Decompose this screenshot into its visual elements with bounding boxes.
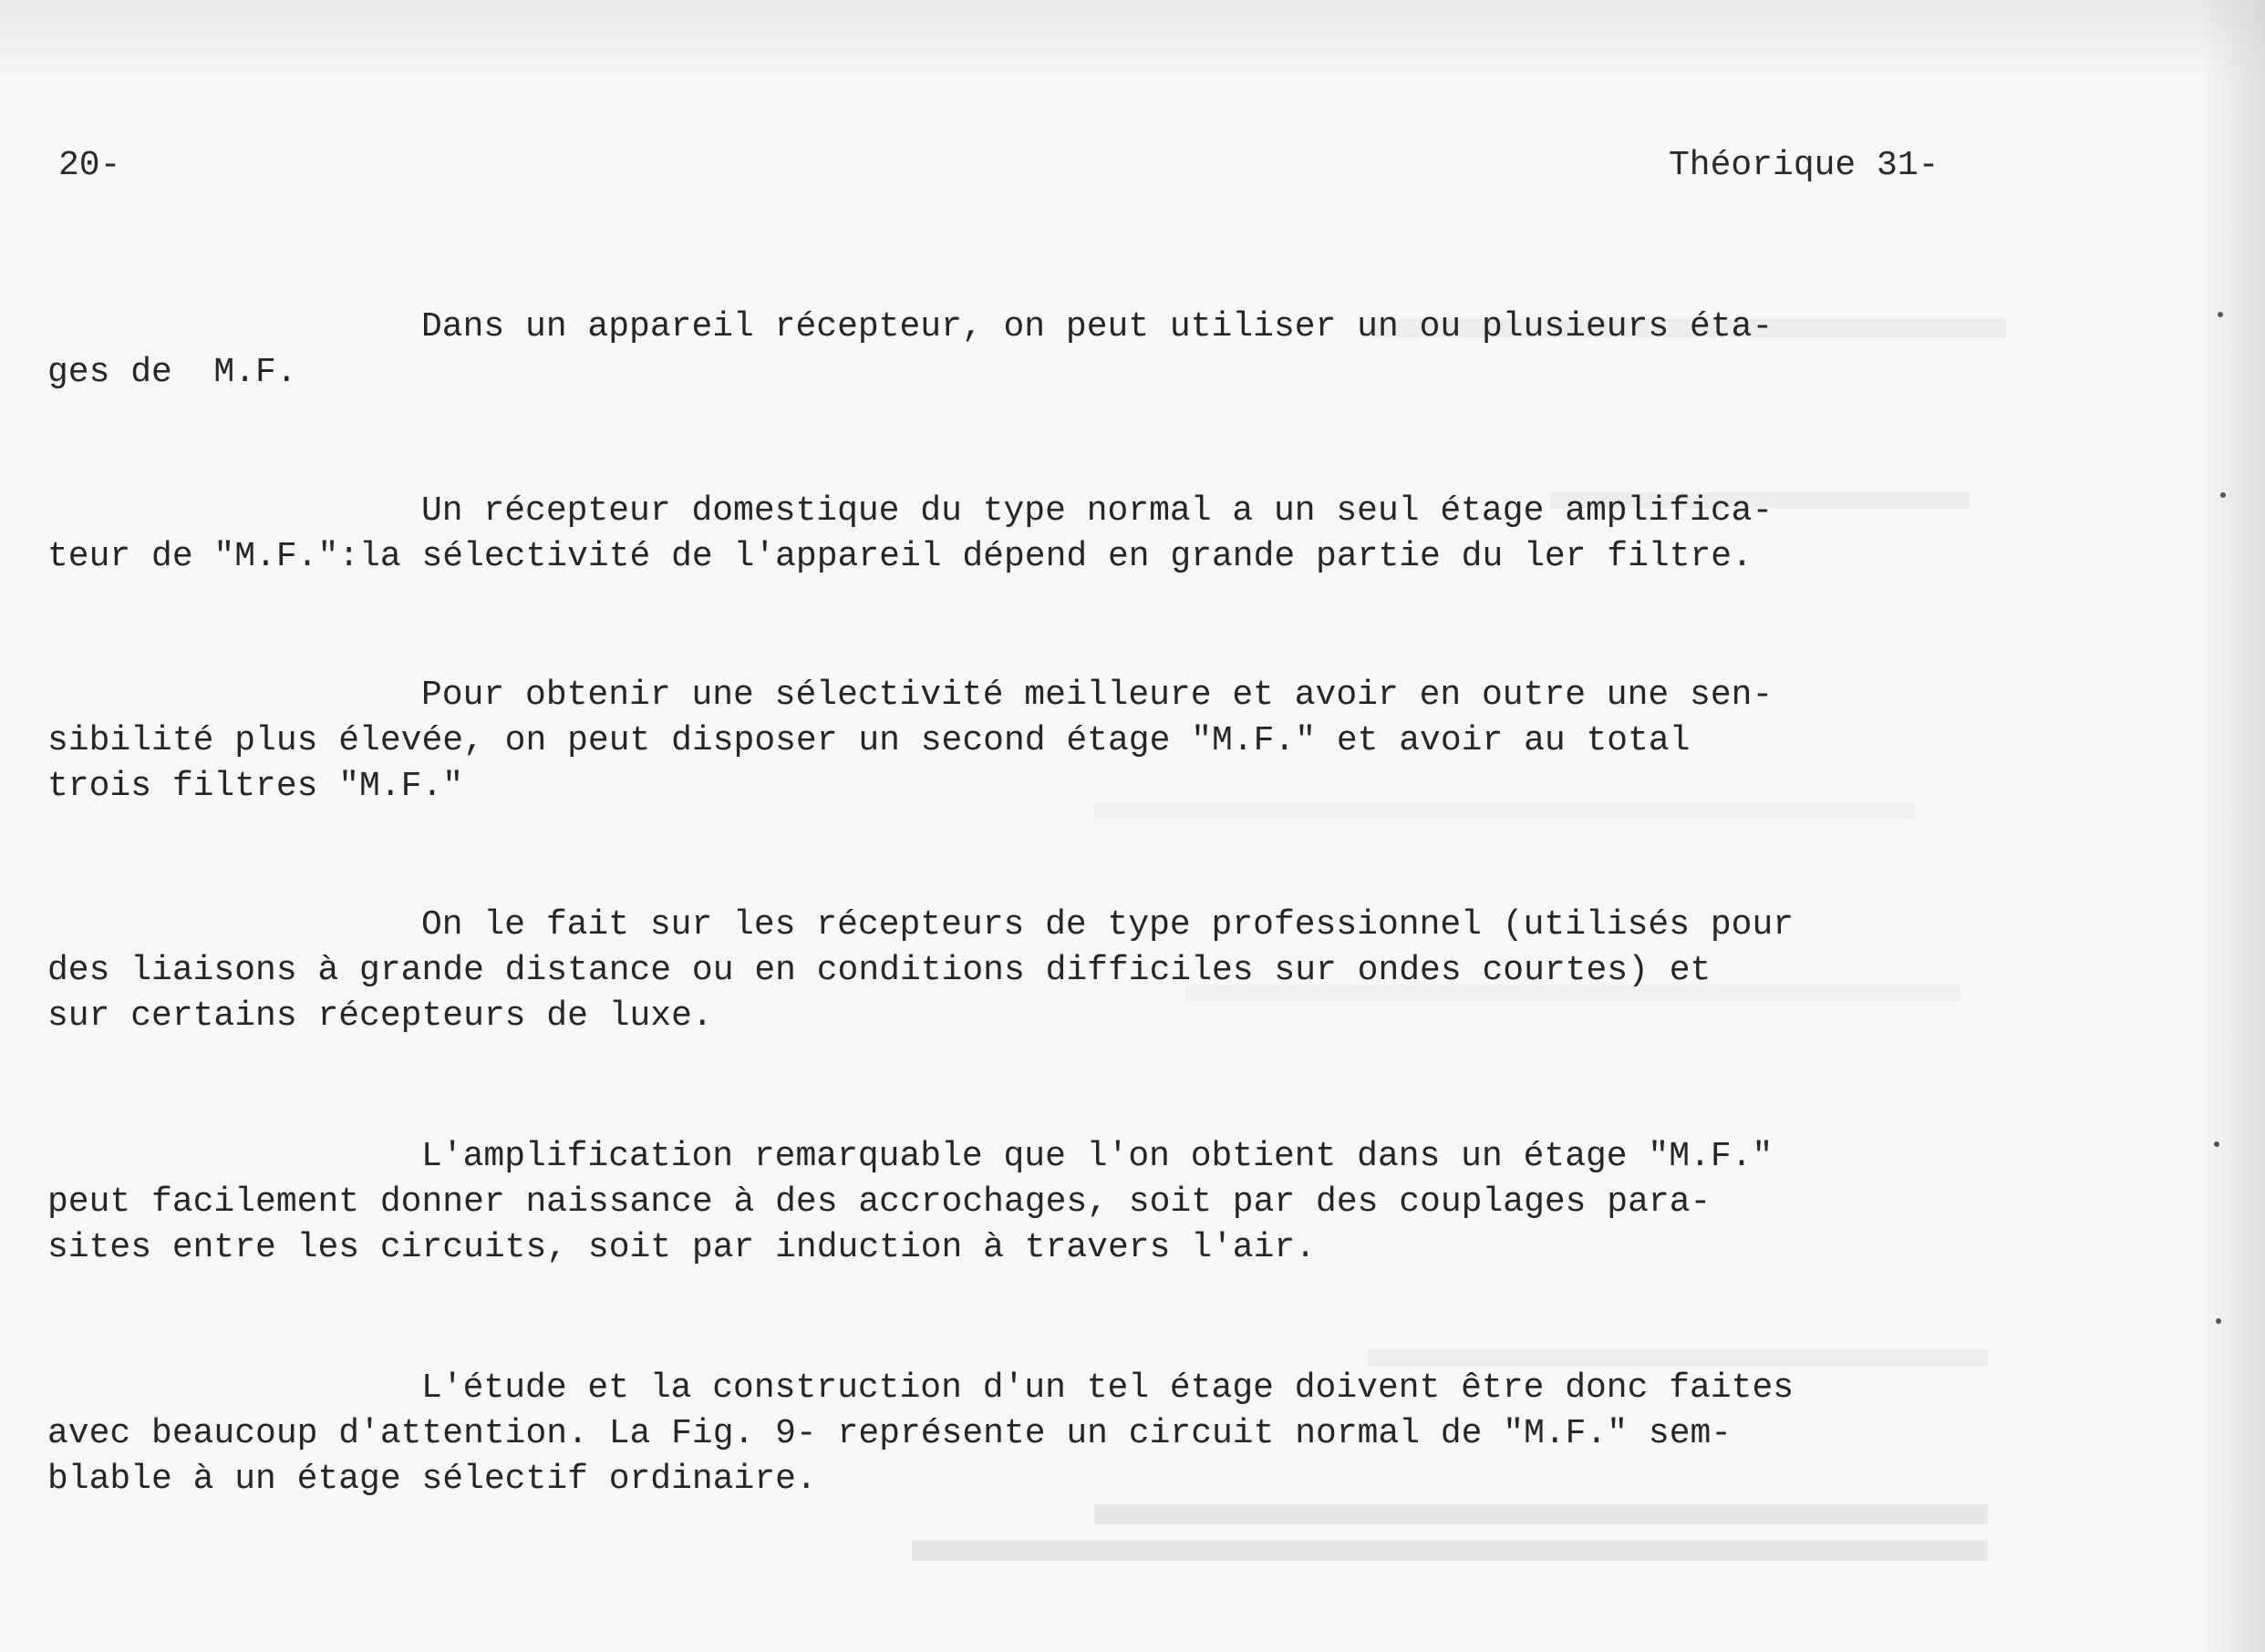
- paragraph: [47, 1134, 1981, 1271]
- scan-top-shadow: [0, 0, 2265, 82]
- page-number-left: 20-: [58, 146, 121, 185]
- text-line: blable à un étage sélectif ordinaire.: [47, 1460, 817, 1499]
- text-line: ges de M.F.: [47, 353, 297, 392]
- text-line: des liaisons à grande distance ou en conditions difficiles sur ondes courtes) et: [47, 951, 1712, 990]
- text-line: peut facilement donner naissance à des accrochages, soit par des couplages para-: [47, 1182, 1712, 1222]
- text-line: teur de "M.F.":la sélectivité de l'appareil dépend en grande partie du ler filtre.: [47, 537, 1753, 576]
- text-line: Pour obtenir une sélectivité meilleure et avoir en outre une sen-: [421, 676, 1774, 715]
- text-line: sibilité plus élevée, on peut disposer un second étage "M.F." et avoir au total: [47, 721, 1691, 760]
- paragraph: [47, 305, 1981, 396]
- text-line: sites entre les circuits, soit par induction à travers l'air.: [47, 1228, 1317, 1267]
- text-line: Un récepteur domestique du type normal a un seul étage amplifica-: [421, 491, 1774, 531]
- scan-speck: [2220, 492, 2226, 498]
- scan-edge-shadow: [2201, 0, 2265, 1652]
- text-line: On le fait sur les récepteurs de type professionnel (utilisés pour: [421, 905, 1794, 945]
- text-line: L'étude et la construction d'un tel étage doivent être donc faites: [421, 1368, 1794, 1408]
- text-line: avec beaucoup d'attention. La Fig. 9- représente un circuit normal de "M.F." sem-: [47, 1414, 1732, 1453]
- paragraph: [47, 489, 1981, 580]
- paragraph: [47, 673, 1981, 810]
- scan-speck: [2218, 312, 2223, 317]
- bleed-through-mark: [1094, 1504, 1988, 1524]
- bleed-through-mark: [912, 1541, 1988, 1561]
- bleed-through-mark: [1368, 1349, 1988, 1366]
- scan-speck: [2214, 1141, 2219, 1147]
- scan-speck: [2216, 1318, 2221, 1324]
- text-line: sur certains récepteurs de luxe.: [47, 996, 713, 1036]
- text-line: trois filtres "M.F.": [47, 767, 464, 806]
- page-number-right: Théorique 31-: [1669, 146, 1939, 185]
- paragraph: [47, 1366, 1981, 1502]
- paragraph: [47, 903, 1981, 1039]
- text-line: Dans un appareil récepteur, on peut utiliser un ou plusieurs éta-: [421, 307, 1774, 346]
- text-line: L'amplification remarquable que l'on obtient dans un étage "M.F.": [421, 1137, 1774, 1176]
